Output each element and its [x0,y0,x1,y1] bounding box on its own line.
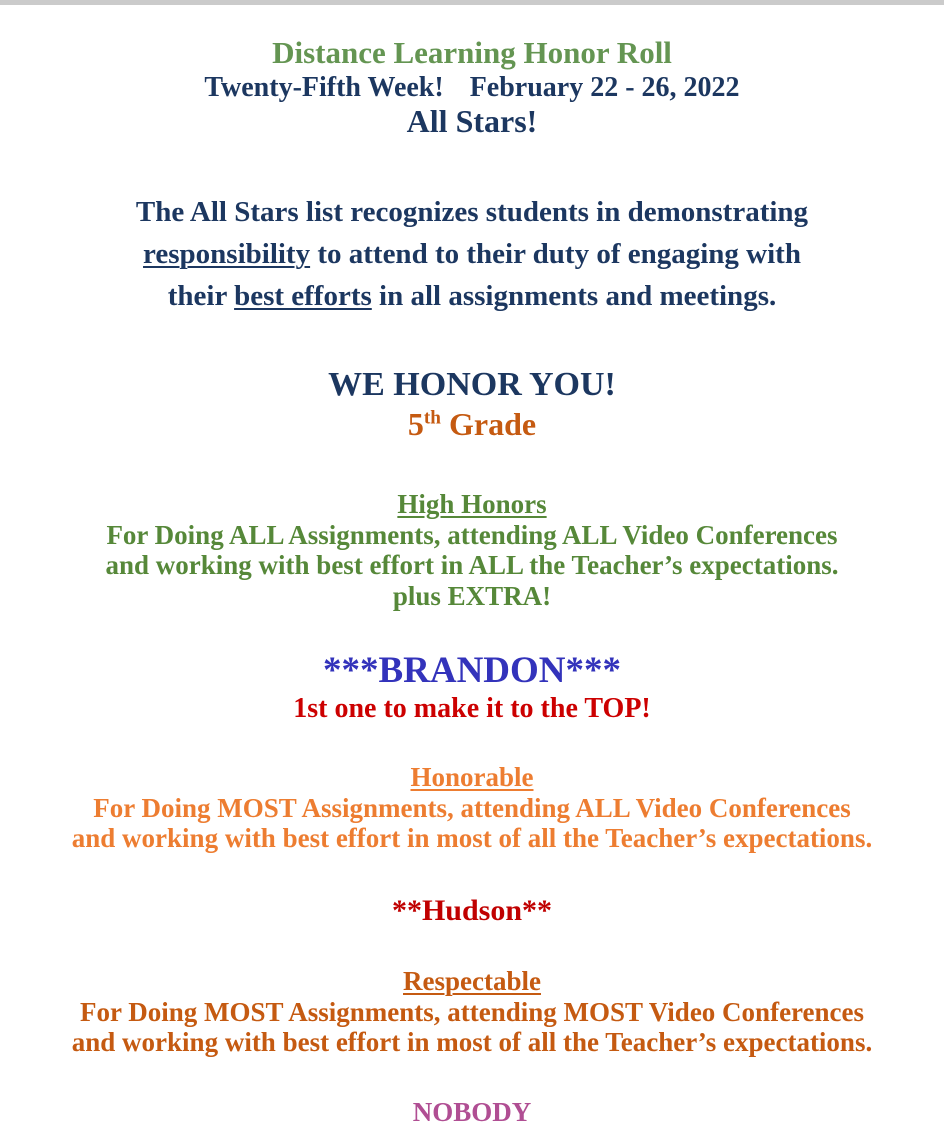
high-honors-student-name: ***BRANDON*** [322,650,622,691]
honorable-criteria-line2: and working with best effort in most of all the Teacher’s expectations. [71,823,873,853]
subtitle-all-stars: All Stars! [406,103,538,139]
high-honors-section [0,488,944,725]
intro-line2-rest: to attend to their duty of engaging with [310,238,801,270]
we-honor-you-headline: WE HONOR YOU! [328,366,616,403]
intro-responsibility-underlined: responsibility [143,238,311,270]
intro-paragraph [0,191,944,317]
honorable-heading: Honorable [410,762,534,792]
document-title: Distance Learning Honor Roll [272,35,672,70]
high-honors-criteria-line1: For Doing ALL Assignments, attending ALL Video Conferences [106,520,838,550]
grade-number: 5 [407,406,424,442]
high-honors-extra: plus EXTRA! [392,581,552,611]
high-honors-criteria-line2: and working with best effort in ALL the Teacher’s expectations. [105,550,839,580]
respectable-criteria [0,997,944,1057]
honorable-criteria [0,793,944,853]
respectable-criteria-line1: For Doing MOST Assignments, attending MOST Video Conferences [79,997,865,1027]
high-honors-heading: High Honors [397,489,547,519]
respectable-student-name: NOBODY [412,1097,532,1127]
intro-line3-rest: in all assignments and meetings. [371,280,777,312]
intro-best-efforts-underlined: best efforts [234,280,372,312]
week-label: Twenty-Fifth Week! [204,72,444,103]
grade-word: Grade [440,406,537,442]
honorable-section [0,761,944,929]
respectable-heading: Respectable [403,966,541,996]
respectable-section [0,965,944,1128]
high-honors-student-note: 1st one to make it to the TOP! [293,693,651,724]
honorable-criteria-line1: For Doing MOST Assignments, attending ALL Video Conferences [93,793,851,823]
date-range: February 22 - 26, 2022 [469,72,740,103]
high-honors-criteria [0,520,944,580]
intro-line3-pre: their [167,280,235,312]
intro-line1: The All Stars list recognizes students in demonstrating [135,196,809,228]
week-date-line [0,71,944,104]
honorable-student-name: **Hudson** [391,894,553,927]
grade-line [0,405,944,443]
honor-roll-document [0,5,944,1128]
grade-ordinal: th [423,407,441,429]
respectable-criteria-line2: and working with best effort in most of all the Teacher’s expectations. [71,1027,873,1057]
